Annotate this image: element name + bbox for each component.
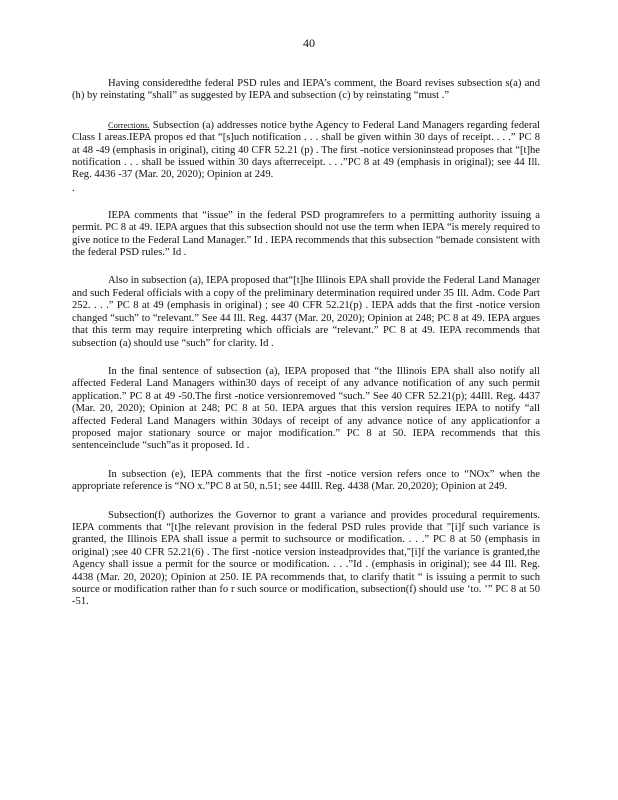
paragraph-corrections [72,119,540,182]
paragraph-subsection-e: In subsection (e), IEPA comments that the first -notice version refers once to “NOx” when the appropriate reference is “NO x.”PC 8 at 50, n.51; see 44Ill. Reg. 4438 (Mar. 20,2020); Opinion at 249. [72,468,540,493]
stray-mark: . [72,182,75,194]
document-body [72,78,540,625]
corrections-text: Subsection (a) addresses notice bythe Agency to Federal Land Managers regarding federal Class I areas.IEPA propos ed that “[s]uch notification . . . shall be given within 30 days of receipt. . . .” PC 8 at 48 -49 (emphasis in original), citing 40 CFR 52.21 (p) . The first -notice versioninstead proposes that “[t]he notification . . . shall be issued within 30 days afterreceipt. . . .”PC 8 at 49 (emphasis in original); see 44 Ill. Reg. 4436 -37 (Mar. 20, 2020); Opinion at 249. [72,119,540,181]
paragraph-such: Also in subsection (a), IEPA proposed that“[t]he Illinois EPA shall provide the Federal Land Manager and such Federal officials with a copy of the preliminary determination required under 35 Ill. Adm. Code Part 252. . . .” PC 8 at 49 (emphasis in original) ; see 40 CFR 52.21(p) . IEPA adds that the first -notice version changed “such” to “relevant.” See 44 Ill. Reg. 4437 (Mar. 20, 2020); Opinion at 248; PC 8 at 49. IEPA argues that this term may require interpreting which officials are “relevant.” PC 8 at 49. IEPA recommends that subsection (a) should use “such” for clarity. Id . [72,275,540,349]
paragraph-issue: IEPA comments that “issue” in the federal PSD programrefers to a permitting authority issuing a permit. PC 8 at 49. IEPA argues that this subsection should not use the term when IEPA “is merely required to give notice to the Federal Land Manager.” Id . IEPA recommends that this subsection “bemade consistent with the federal PSD rules.” Id . [72,209,540,259]
corrections-heading: Corrections. [108,119,150,130]
paragraph-revises: Having consideredthe federal PSD rules and IEPA’s comment, the Board revises subsection s(a) and (h) by reinstating “shall” as suggested by IEPA and subsection (c) by reinstating “must .” [72,78,540,102]
paragraph-subsection-f: Subsection(f) authorizes the Governor to grant a variance and provides procedural requirements. IEPA comments that “[t]he relevant provision in the federal PSD rules provide that "[i]f such variance is granted, the Illinois EPA shall issue a permit to suchsource or modification. . . .” PC 8 at 50 (emphasis in original) ;see 40 CFR 52.21(6) . The first -notice version insteadprovides that,"[i]f the variance is granted,the Agency shall issue a permit for the source or modification. . . .”Id . (emphasis in original); see 44 Ill. Reg. 4438 (Mar. 20, 2020); Opinion at 250. IE PA recommends that, to clarify thatit “ is issuing a permit to such source or modification rather than fo r such source or modification, subsection(f) should use ‘to. ’” PC 8 at 50 -51. [72,509,540,608]
paragraph-final-sentence: In the final sentence of subsection (a), IEPA proposed that “the Illinois EPA shall also notify all affected Federal Land Managers within30 days of receipt of any advance notification of any such permit application.” PC 8 at 49 -50.The first -notice versionremoved “such.” See 40 CFR 52.21(p); 44Ill. Reg. 4437 (Mar. 20, 2020); Opinion at 248; PC 8 at 50. IEPA argues that this version requires IEPA to notify “all affected Federal Land Managers within 30days of receipt of any advance notice of any applicationfor a proposed major stationary source or major modification.” PC 8 at 50. IEPA recommends that this sentenceinclude “such”as it proposed. Id . [72,365,540,452]
page-number: 40 [303,36,315,50]
